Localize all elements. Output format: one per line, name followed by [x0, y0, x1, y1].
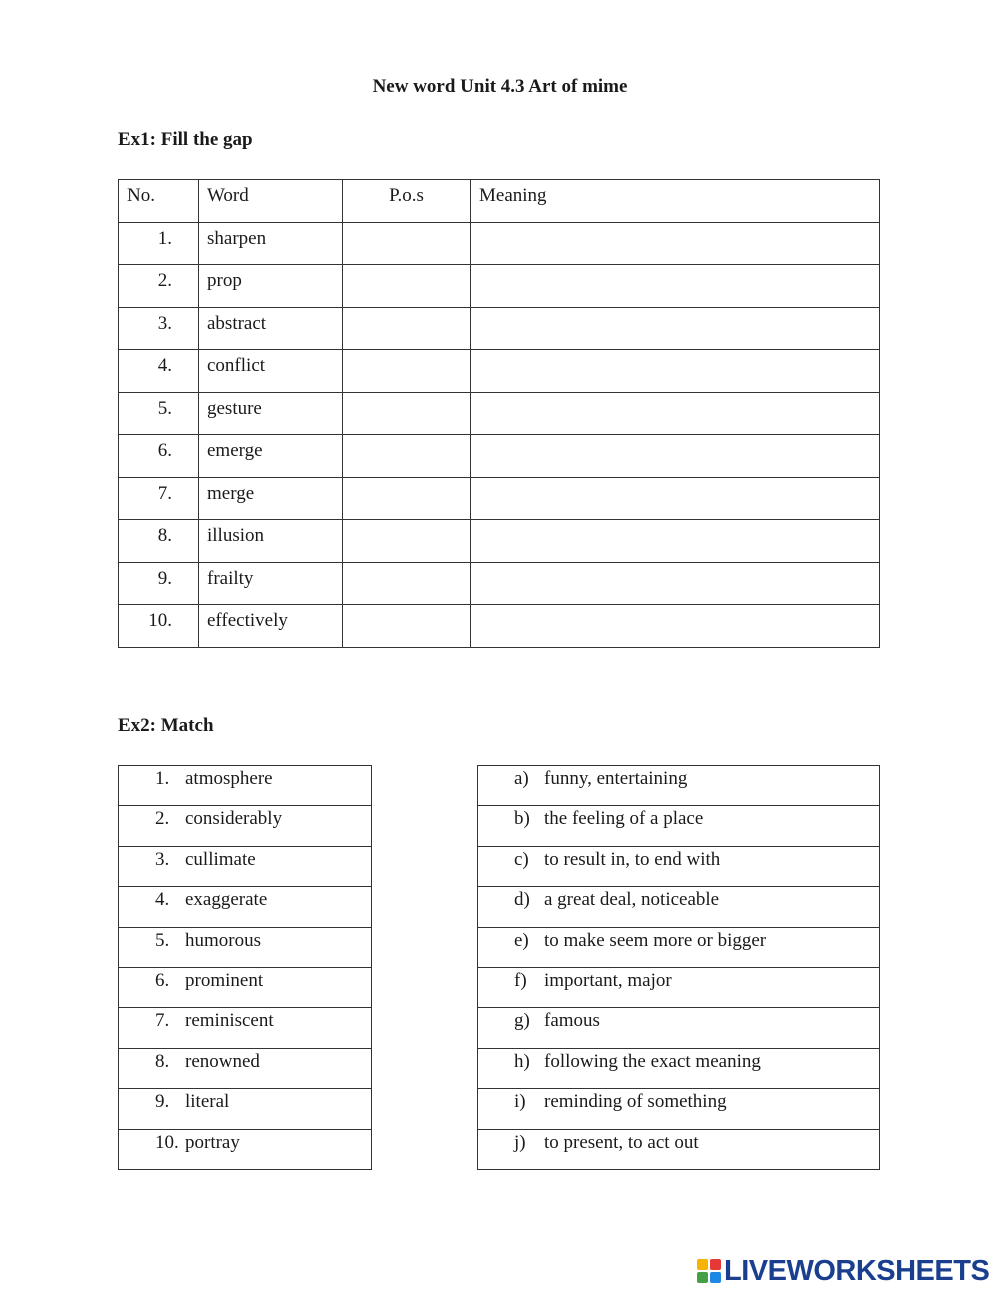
- header-pos: P.o.s: [343, 180, 471, 223]
- match-right-text: to make seem more or bigger: [544, 929, 767, 951]
- match-right-number: h): [514, 1050, 530, 1072]
- match-right-row[interactable]: [478, 846, 880, 886]
- match-left-cell[interactable]: [119, 1008, 372, 1048]
- match-right-cell[interactable]: [478, 846, 880, 886]
- vocabulary-table: [118, 179, 880, 648]
- match-left-cell[interactable]: [119, 806, 372, 846]
- match-right-number: a): [514, 768, 529, 789]
- match-right-cell[interactable]: [478, 806, 880, 846]
- row-number: 2.: [119, 265, 199, 308]
- pos-answer-field[interactable]: [343, 350, 471, 393]
- pos-answer-field[interactable]: [343, 265, 471, 308]
- match-right-text: a great deal, noticeable: [544, 889, 720, 911]
- match-right-number: b): [514, 808, 530, 830]
- match-left-text: atmosphere: [185, 768, 273, 789]
- match-left-cell[interactable]: [119, 967, 372, 1007]
- table-row: [119, 392, 880, 435]
- pos-answer-field[interactable]: [343, 435, 471, 478]
- pos-answer-field[interactable]: [343, 562, 471, 605]
- match-right-text: famous: [544, 1010, 600, 1032]
- match-left-number: 10.: [155, 1131, 179, 1153]
- match-right-row[interactable]: [478, 766, 880, 806]
- page-title: New word Unit 4.3 Art of mime: [372, 76, 628, 97]
- match-right-table: [477, 765, 880, 1170]
- match-right-number: i): [514, 1091, 526, 1113]
- table-row: [119, 265, 880, 308]
- match-left-number: 5.: [155, 929, 170, 951]
- row-number: 1.: [119, 222, 199, 265]
- header-no: No.: [119, 180, 199, 223]
- row-word: illusion: [199, 520, 343, 563]
- meaning-answer-field[interactable]: [471, 562, 880, 605]
- match-left-number: 9.: [155, 1091, 170, 1113]
- match-left-number: 4.: [155, 889, 170, 911]
- row-word: sharpen: [199, 222, 343, 265]
- match-right-text: important, major: [544, 969, 672, 991]
- meaning-answer-field[interactable]: [471, 350, 880, 393]
- liveworksheets-logo: [697, 1255, 989, 1287]
- match-left-cell[interactable]: [119, 1089, 372, 1129]
- header-word: Word: [199, 180, 343, 223]
- match-left-text: renowned: [185, 1050, 260, 1072]
- pos-answer-field[interactable]: [343, 307, 471, 350]
- row-number: 6.: [119, 435, 199, 478]
- pos-answer-field[interactable]: [343, 605, 471, 648]
- match-left-text: cullimate: [185, 848, 256, 870]
- match-right-text: following the exact meaning: [544, 1050, 761, 1072]
- match-right-cell[interactable]: [478, 1089, 880, 1129]
- match-left-text: humorous: [185, 929, 261, 951]
- ex1-heading: Ex1: Fill the gap: [118, 129, 253, 150]
- table-row: [119, 307, 880, 350]
- match-left-table: [118, 765, 372, 1170]
- match-right-text: reminding of something: [544, 1091, 727, 1113]
- match-right-text: funny, entertaining: [544, 768, 688, 789]
- match-left-cell[interactable]: [119, 1048, 372, 1088]
- row-number: 4.: [119, 350, 199, 393]
- row-word: frailty: [199, 562, 343, 605]
- match-left-text: reminiscent: [185, 1010, 274, 1032]
- meaning-answer-field[interactable]: [471, 307, 880, 350]
- header-meaning: Meaning: [471, 180, 880, 223]
- table-row: [119, 477, 880, 520]
- row-word: gesture: [199, 392, 343, 435]
- match-right-row[interactable]: [478, 1129, 880, 1169]
- match-right-cell[interactable]: [478, 1008, 880, 1048]
- match-left-text: considerably: [185, 808, 283, 830]
- match-left-row[interactable]: [119, 766, 372, 806]
- match-left-row[interactable]: [119, 806, 372, 846]
- row-number: 7.: [119, 477, 199, 520]
- match-left-text: literal: [185, 1091, 230, 1113]
- ex2-heading: Ex2: Match: [118, 715, 214, 736]
- meaning-answer-field[interactable]: [471, 265, 880, 308]
- match-left-number: 8.: [155, 1050, 170, 1072]
- match-right-cell[interactable]: [478, 967, 880, 1007]
- match-left-text: prominent: [185, 969, 264, 991]
- row-number: 8.: [119, 520, 199, 563]
- match-right-number: f): [514, 969, 527, 991]
- row-word: conflict: [199, 350, 343, 393]
- row-word: merge: [199, 477, 343, 520]
- table-row: [119, 435, 880, 478]
- match-left-number: 1.: [155, 768, 170, 789]
- match-right-cell[interactable]: [478, 887, 880, 927]
- table-row: [119, 520, 880, 563]
- row-word: emerge: [199, 435, 343, 478]
- meaning-answer-field[interactable]: [471, 435, 880, 478]
- meaning-answer-field[interactable]: [471, 520, 880, 563]
- match-left-row[interactable]: [119, 887, 372, 927]
- meaning-answer-field[interactable]: [471, 605, 880, 648]
- table-row: [119, 350, 880, 393]
- match-right-row[interactable]: [478, 806, 880, 846]
- match-left-cell[interactable]: [119, 766, 372, 806]
- match-right-cell[interactable]: [478, 766, 880, 806]
- meaning-answer-field[interactable]: [471, 222, 880, 265]
- match-left-cell[interactable]: [119, 887, 372, 927]
- match-right-row[interactable]: [478, 927, 880, 967]
- logo-text: LIVEWORKSHEETS: [724, 1254, 990, 1287]
- match-left-cell[interactable]: [119, 927, 372, 967]
- match-left-row[interactable]: [119, 846, 372, 886]
- pos-answer-field[interactable]: [343, 392, 471, 435]
- match-right-row[interactable]: [478, 887, 880, 927]
- match-left-text: portray: [185, 1131, 240, 1153]
- row-number: 10.: [119, 605, 199, 648]
- meaning-answer-field[interactable]: [471, 392, 880, 435]
- logo-blocks-icon: [697, 1259, 721, 1283]
- match-left-row[interactable]: [119, 927, 372, 967]
- match-right-row[interactable]: [478, 1048, 880, 1088]
- match-right-text: the feeling of a place: [544, 808, 704, 830]
- meaning-answer-field[interactable]: [471, 477, 880, 520]
- table-header-row: [119, 180, 880, 223]
- match-left-number: 6.: [155, 969, 170, 991]
- row-word: effectively: [199, 605, 343, 648]
- row-number: 5.: [119, 392, 199, 435]
- match-left-row[interactable]: [119, 1008, 372, 1048]
- match-right-cell[interactable]: [478, 1048, 880, 1088]
- pos-answer-field[interactable]: [343, 520, 471, 563]
- match-right-number: c): [514, 848, 529, 870]
- match-left-cell[interactable]: [119, 1129, 372, 1169]
- match-right-number: d): [514, 889, 530, 911]
- match-left-number: 3.: [155, 848, 170, 870]
- match-right-cell[interactable]: [478, 927, 880, 967]
- match-right-number: g): [514, 1010, 530, 1032]
- row-number: 3.: [119, 307, 199, 350]
- match-right-row[interactable]: [478, 1008, 880, 1048]
- match-left-number: 7.: [155, 1010, 170, 1032]
- match-left-text: exaggerate: [185, 889, 268, 911]
- match-left-row[interactable]: [119, 1129, 372, 1169]
- match-right-number: e): [514, 929, 529, 951]
- match-left-cell[interactable]: [119, 846, 372, 886]
- match-left-number: 2.: [155, 808, 170, 830]
- match-right-number: j): [514, 1131, 526, 1153]
- table-row: [119, 562, 880, 605]
- match-right-row[interactable]: [478, 967, 880, 1007]
- pos-answer-field[interactable]: [343, 477, 471, 520]
- table-row: [119, 222, 880, 265]
- pos-answer-field[interactable]: [343, 222, 471, 265]
- row-word: abstract: [199, 307, 343, 350]
- match-right-text: to result in, to end with: [544, 848, 721, 870]
- match-left-row[interactable]: [119, 1089, 372, 1129]
- match-left-row[interactable]: [119, 967, 372, 1007]
- match-right-cell[interactable]: [478, 1129, 880, 1169]
- table-row: [119, 605, 880, 648]
- match-right-text: to present, to act out: [544, 1131, 699, 1153]
- row-number: 9.: [119, 562, 199, 605]
- match-left-row[interactable]: [119, 1048, 372, 1088]
- row-word: prop: [199, 265, 343, 308]
- match-right-row[interactable]: [478, 1089, 880, 1129]
